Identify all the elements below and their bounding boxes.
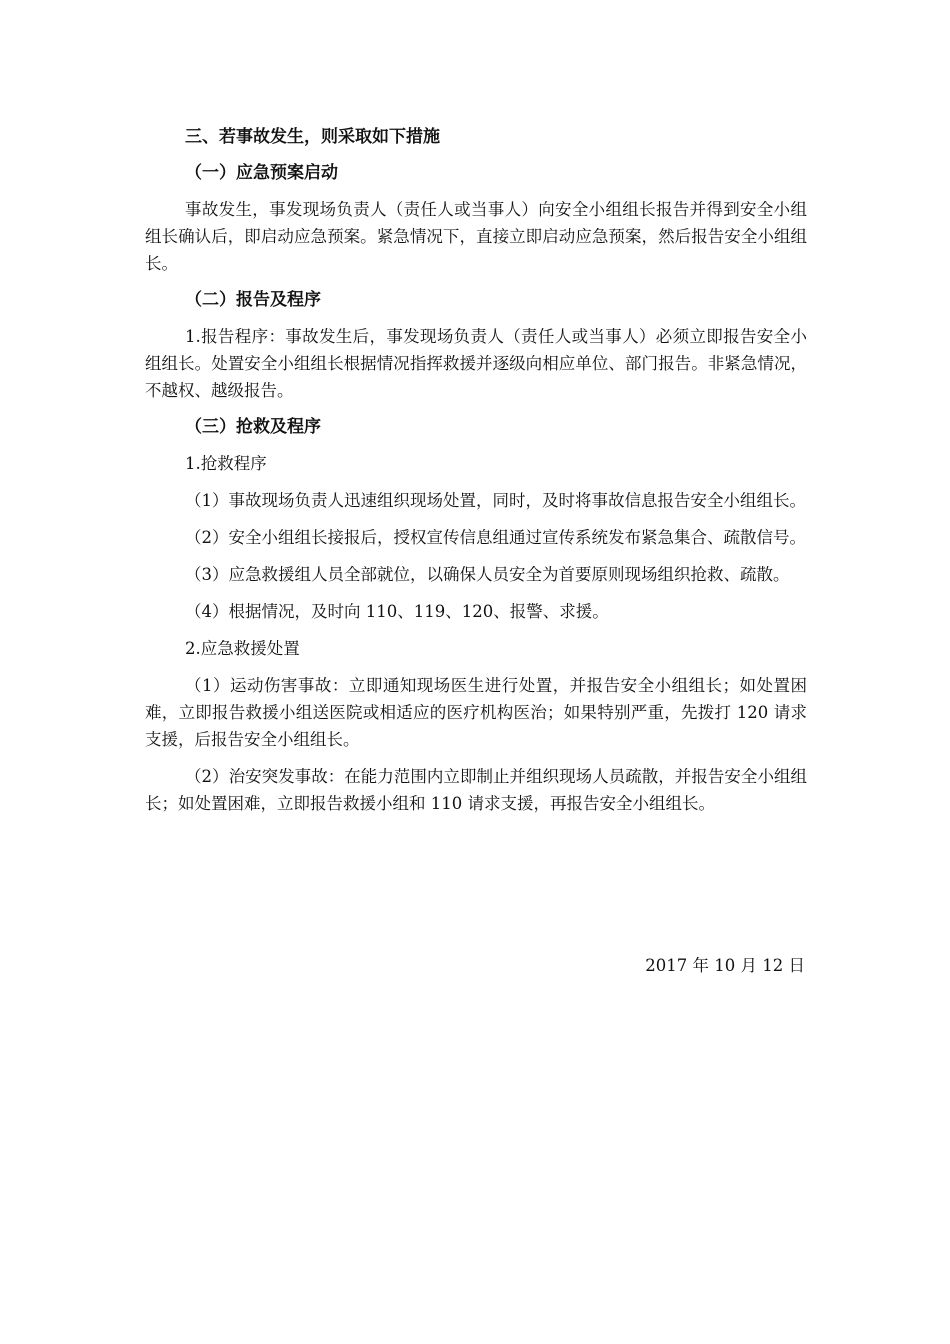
subsection-heading-1: （一）应急预案启动: [185, 163, 338, 183]
paragraph-report-procedure: 1.报告程序：事故发生后，事发现场负责人（责任人或当事人）必须立即报告安全小组组长。处置安全小组组长根据情况指挥救援并逐级向相应单位、部门报告。非紧急情况，不越权、越级报告。: [145, 327, 807, 400]
paragraph-plan-activation: 事故发生，事发现场负责人（责任人或当事人）向安全小组组长报告并得到安全小组组长确认后，即启动应急预案。紧急情况下，直接立即启动应急预案，然后报告安全小组组长。: [145, 200, 807, 273]
item-rescue-procedure-title: 1.抢救程序: [185, 454, 267, 473]
rescue-step-3: （3）应急救援组人员全部就位，以确保人员安全为首要原则现场组织抢救、疏散。: [185, 565, 790, 584]
subsection-heading-3: （三）抢救及程序: [185, 417, 321, 437]
section-title: 三、若事故发生，则采取如下措施: [185, 127, 440, 147]
handling-step-2: （2）治安突发事故：在能力范围内立即制止并组织现场人员疏散，并报告安全小组组长；如处置困难，立即报告救援小组和 110 请求支援，再报告安全小组组长。: [145, 767, 807, 813]
handling-step-1: （1）运动伤害事故：立即通知现场医生进行处置，并报告安全小组组长；如处置困难，立即报告救援小组送医院或相适应的医疗机构医治；如果特别严重，先拨打 120 请求支援，后报告安全小组组长。: [145, 676, 807, 749]
document-date: 2017 年 10 月 12 日: [645, 956, 805, 975]
subsection-heading-2: （二）报告及程序: [185, 290, 321, 310]
document-body: [145, 124, 807, 827]
rescue-step-1: （1）事故现场负责人迅速组织现场处置，同时，及时将事故信息报告安全小组组长。: [185, 491, 806, 510]
item-emergency-handling-title: 2.应急救援处置: [185, 639, 300, 658]
rescue-step-2: （2）安全小组组长接报后，授权宣传信息组通过宣传系统发布紧急集合、疏散信号。: [185, 528, 806, 547]
rescue-step-4: （4）根据情况，及时向 110、119、120、报警、求援。: [185, 602, 609, 621]
